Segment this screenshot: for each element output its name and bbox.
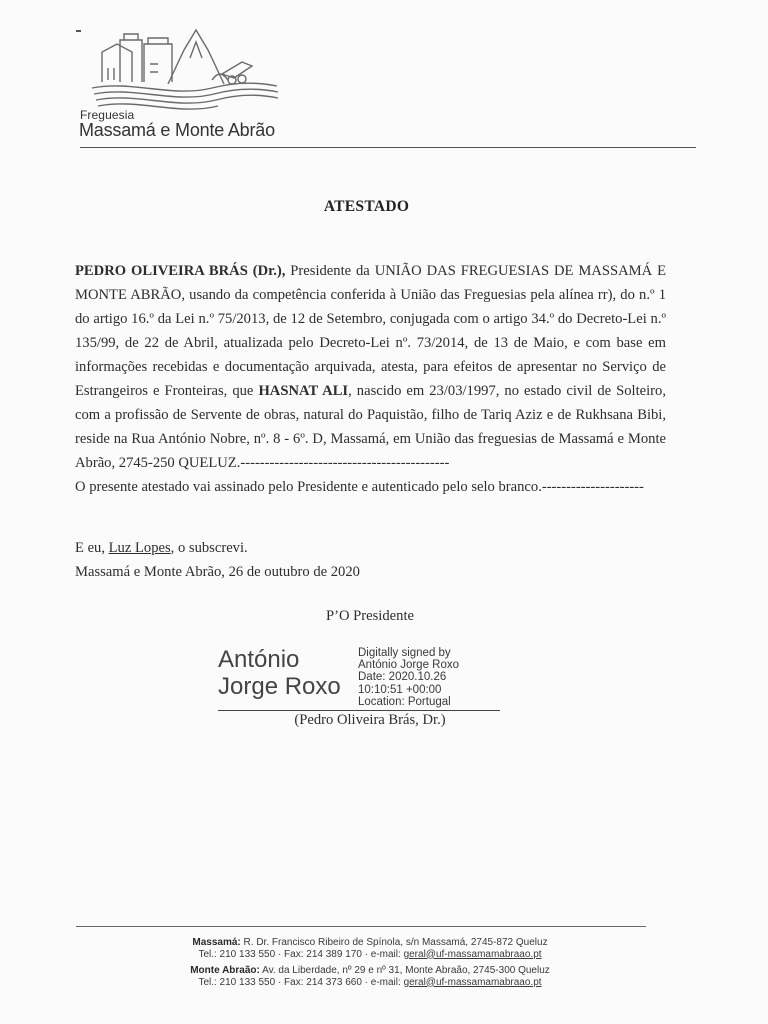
signature-name-line-1: António: [218, 646, 300, 673]
signature-line: [218, 710, 500, 711]
document-title: ATESTADO: [323, 198, 410, 215]
signature-meta-line: Date: 2020.10.26: [358, 671, 447, 684]
footer-divider: [76, 926, 646, 927]
footer-location-label: Massamá:: [192, 937, 241, 948]
parish-logo-icon: [72, 22, 292, 122]
footer-address-line: [0, 937, 740, 949]
footer: [0, 937, 740, 988]
body-paragraph: [75, 259, 666, 475]
signature-metadata: [358, 647, 459, 708]
footer-address: Av. da Liberdade, nº 29 e nº 31, Monte Abraão, 2745-300 Queluz: [259, 965, 550, 976]
footer-address-line: [0, 965, 740, 977]
footer-contact-line: [0, 949, 740, 961]
signature-name: [218, 646, 341, 700]
closing-block: [75, 536, 360, 584]
signature-meta-line: Digitally signed by: [358, 647, 451, 659]
signature-name-line-2: Jorge Roxo: [218, 673, 341, 700]
signature-meta-line: 10:10:51 +00:00: [358, 683, 442, 696]
president-name: PEDRO OLIVEIRA BRÁS (Dr.),: [75, 263, 286, 279]
clerk-name: Luz Lopes: [108, 540, 171, 556]
subject-name: HASNAT ALI: [258, 383, 349, 399]
freguesia-label: Freguesia: [80, 108, 135, 122]
footer-contacts: Tel.: 210 133 550 · Fax: 214 373 660 · e-mail:: [198, 976, 404, 988]
organization-name: Massamá e Monte Abrão: [79, 120, 275, 140]
place-date: Massamá e Monte Abrão, 26 de outubro de 2020: [75, 564, 360, 580]
document-body: [75, 259, 666, 499]
body-text-part-1: Presidente da UNIÃO DAS FREGUESIAS DE MASSAMÁ E MONTE ABRÃO, usando da competência conferida à União das Freguesias pela alínea rr), do n.º 1 do artigo 16.º da Lei n.º 75/2013, de 12 de Setembro, conjugada com o artigo 34.º do Decreto-Lei n.º 135/99, de 22 de Abril, atualizada pelo Decreto-Lei nº. 73/2014, de 13 de Maio, e com base em informações recebidas e documentação arquivada, atesta, para efeitos de apresentar no Serviço de Estrangeiros e Fronteiras, que: [75, 263, 666, 399]
footer-address: R. Dr. Francisco Ribeiro de Spínola, s/n Massamá, 2745-872 Queluz: [240, 937, 548, 948]
footer-location-label: Monte Abraão:: [190, 965, 260, 976]
signature-caption: (Pedro Oliveira Brás, Dr.): [294, 712, 446, 728]
president-label: P’O Presidente: [326, 608, 414, 624]
footer-email-link[interactable]: geral@uf-massamamabraao.pt: [403, 976, 542, 988]
body-text-part-2: , nascido em 23/03/1997, no estado civil de Solteiro, com a profissão de Servente de obras, natural do Paquistão, filho de Tariq Aziz e de Rukhsana Bibi, reside na Rua António Nobre, nº. 8 - 6º. D, Massamá, em União das freguesias de Massamá e Monte Abrão, 2745-250 QUELUZ.-------------------------------------------: [75, 383, 666, 471]
clerk-prefix: E eu,: [75, 540, 109, 556]
footer-contacts: Tel.: 210 133 550 · Fax: 214 389 170 · e-mail:: [198, 948, 404, 960]
footer-contact-line: [0, 977, 740, 989]
footer-email-link[interactable]: geral@uf-massamamabraao.pt: [403, 948, 542, 960]
footer-massama: [0, 937, 740, 960]
body-paragraph-2: O presente atestado vai assinado pelo Presidente e autenticado pelo selo branco.---------------------: [75, 479, 644, 495]
header-divider: [80, 147, 696, 148]
signature-meta-line: António Jorge Roxo: [358, 659, 460, 672]
clerk-suffix: , o subscrevi.: [170, 540, 248, 556]
signature-meta-line: Location: Portugal: [358, 695, 451, 708]
footer-monte-abraao: [0, 965, 740, 988]
clerk-line: [75, 536, 360, 560]
